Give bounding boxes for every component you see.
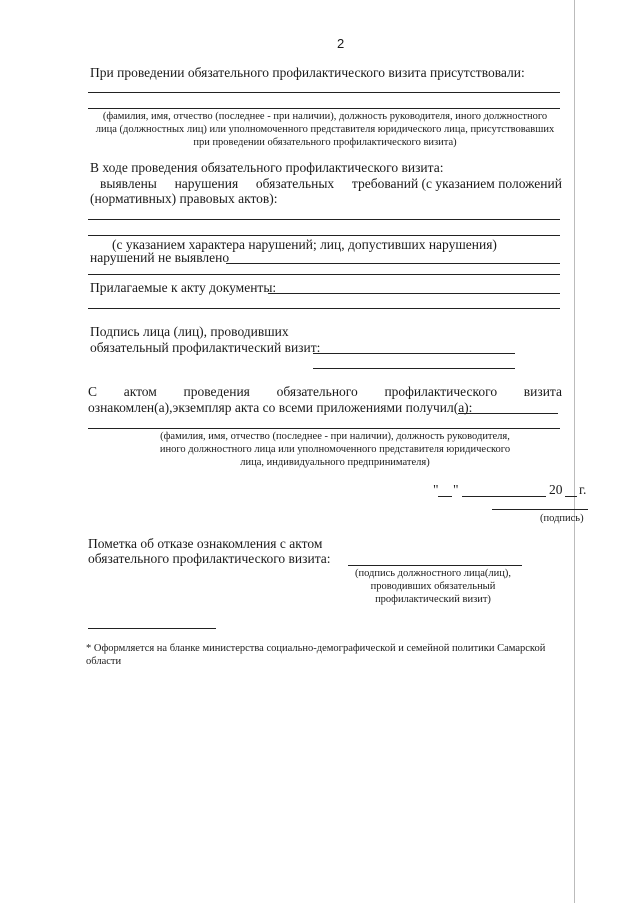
attendees-heading: При проведении обязательного профилактического визита присутствовали:: [90, 65, 525, 80]
attachments-line-2[interactable]: [88, 308, 560, 309]
date-close-quote: ": [453, 482, 459, 497]
signature-line-1[interactable]: [313, 353, 515, 354]
refusal-line1: Пометка об отказе ознакомления с актом: [88, 536, 323, 551]
acquaintance-line2: ознакомлен(а),экземпляр акта со всеми приложениями получил(а):: [88, 400, 473, 415]
no-violations-label: нарушений не выявлено: [90, 250, 230, 265]
signature-caption: (подпись): [540, 513, 584, 524]
acquaintance-caption: (фамилия, имя, отчество (последнее - при наличии), должность руководителя, иного должностного лица или уполномоченного представителя юридического лица, индивидуального предпринимателя): [159, 431, 511, 468]
acquaintance-short-line[interactable]: [458, 413, 558, 414]
violations-line-3[interactable]: [88, 274, 560, 275]
page-number: 2: [337, 36, 345, 51]
date-month-line[interactable]: [462, 496, 546, 497]
footnote-text-1: Оформляется на бланке министерства социально-демографической и семейной политики Самарской: [93, 643, 546, 654]
attendees-line-2[interactable]: [88, 108, 560, 109]
signature-line1: Подпись лица (лиц), проводивших: [90, 324, 289, 339]
violations-caption: (с указанием характера нарушений; лиц, допустивших нарушения): [112, 237, 497, 252]
footnote-separator: [88, 628, 216, 629]
violations-found-line2: (нормативных) правовых актов):: [90, 191, 278, 206]
violations-line-1[interactable]: [88, 219, 560, 220]
date-day-line[interactable]: [438, 496, 452, 497]
violations-found-line: выявлены нарушения обязательных требований (с указанием положений: [100, 176, 562, 191]
date-year-line[interactable]: [565, 496, 577, 497]
acquaintance-full-line[interactable]: [88, 428, 560, 429]
date-year-suffix: г.: [579, 482, 587, 497]
scan-edge: [574, 0, 575, 903]
violations-heading: В ходе проведения обязательного профилактического визита:: [90, 160, 444, 175]
attendees-caption: (фамилия, имя, отчество (последнее - при наличии), должность руководителя, иного должностного лица (должностных лиц) или уполномоченного представителя юридического лица, присутствовавших при проведении обязательного профилактического визита): [95, 111, 555, 148]
date-year-prefix: 20: [549, 482, 563, 497]
no-violations-line[interactable]: [226, 263, 560, 264]
footnote: [86, 642, 590, 668]
footnote-text-2: области: [86, 656, 122, 667]
acquaintance-line1: С актом проведения обязательного профилактического визита: [88, 384, 562, 399]
signature-line2: обязательный профилактический визит:: [90, 340, 321, 355]
violations-line-2[interactable]: [88, 235, 560, 236]
attachments-line-1[interactable]: [268, 293, 560, 294]
attachments-label: Прилагаемые к акту документы:: [90, 280, 277, 295]
refusal-caption: (подпись должностного лица(лиц), проводивших обязательный профилактический визит): [354, 568, 512, 605]
refusal-line2: обязательного профилактического визита:: [88, 551, 331, 566]
date-signature-line[interactable]: [492, 509, 588, 510]
refusal-signature-line[interactable]: [348, 565, 522, 566]
signature-line-2[interactable]: [313, 368, 515, 369]
date-open-quote: ": [433, 482, 439, 497]
attendees-line-1[interactable]: [88, 92, 560, 93]
footnote-marker: *: [86, 643, 92, 654]
